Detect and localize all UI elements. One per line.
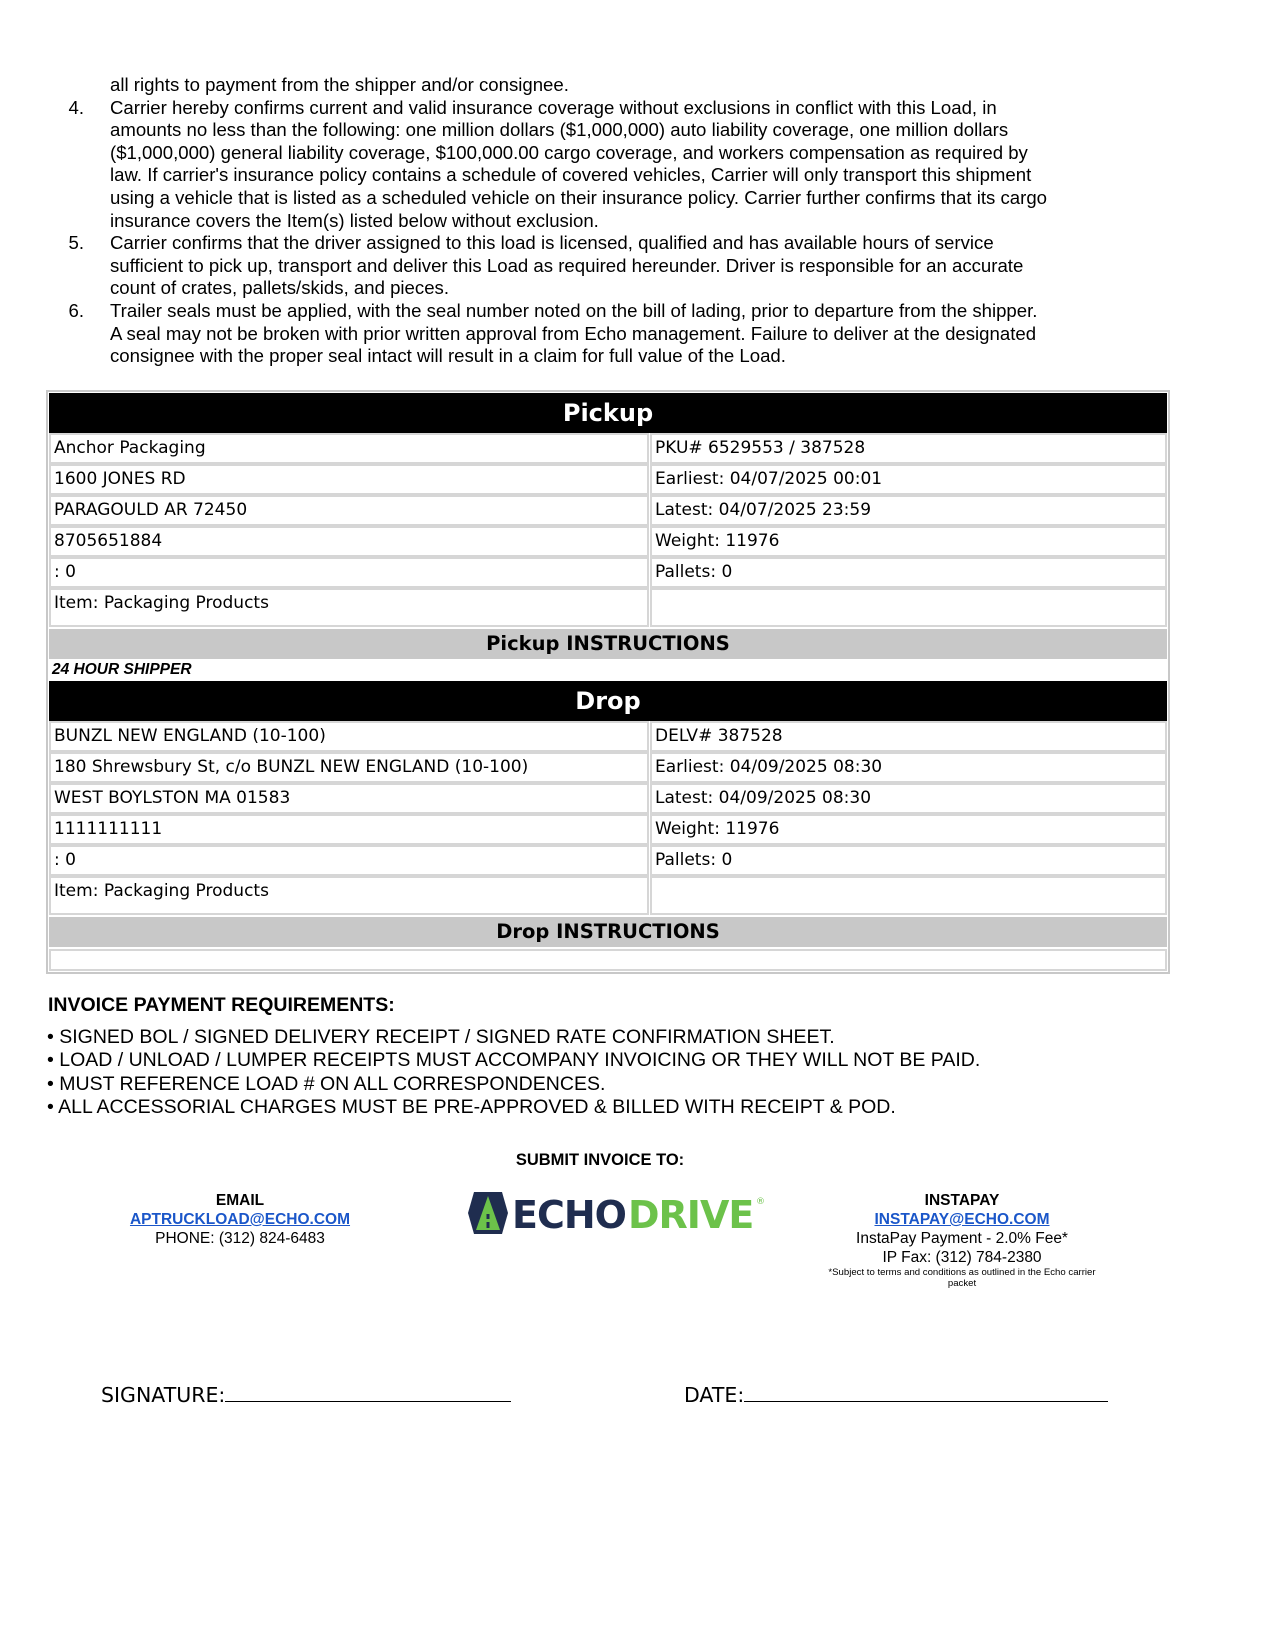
date-line[interactable]	[744, 1383, 1108, 1402]
email-link[interactable]: APTRUCKLOAD@ECHO.COM	[129, 1211, 351, 1228]
pickup-count: : 0	[49, 557, 649, 588]
pickup-earliest: Earliest: 04/07/2025 00:01	[650, 464, 1167, 495]
requirement-item: • ALL ACCESSORIAL CHARGES MUST BE PRE-APPROVED & BILLED WITH RECEIPT & POD.	[47, 1096, 896, 1119]
terms-line: Carrier hereby confirms current and valid insurance coverage without exclusions in conflict with this Load, in	[110, 96, 997, 118]
date-field[interactable]	[684, 1383, 1108, 1407]
drop-count: : 0	[49, 845, 649, 876]
terms-item-number: 5.	[68, 232, 84, 254]
instapay-label: INSTAPAY	[924, 1192, 1000, 1209]
load-details-table	[46, 390, 1170, 974]
terms-item-5	[68, 232, 1168, 300]
pickup-instructions-header: Pickup INSTRUCTIONS	[49, 629, 1167, 659]
pickup-header: Pickup	[49, 393, 1167, 433]
drop-phone: 1111111111	[49, 814, 649, 845]
drop-header: Drop	[49, 681, 1167, 721]
terms-item-4	[68, 97, 1168, 233]
terms-item-number: 4.	[68, 96, 84, 118]
terms-section	[68, 74, 1168, 368]
pickup-address: 1600 JONES RD	[49, 464, 649, 495]
pickup-shipper-name: Anchor Packaging	[49, 433, 649, 464]
instapay-fax: IP Fax: (312) 784-2380	[882, 1249, 1042, 1266]
pickup-latest: Latest: 04/07/2025 23:59	[650, 495, 1167, 526]
pickup-instructions: 24 HOUR SHIPPER	[52, 661, 192, 678]
echodrive-logo	[468, 1190, 770, 1236]
terms-item-number: 6.	[68, 299, 84, 321]
terms-line: using a vehicle that is listed as a scheduled vehicle on their insurance policy. Carrier further confirms that its cargo	[110, 186, 1048, 208]
instapay-fine-print-cont: packet	[947, 1278, 977, 1289]
terms-line: consignee with the proper seal intact will result in a claim for full value of the Load.	[110, 345, 786, 367]
echodrive-logo-mark	[468, 1190, 770, 1236]
drop-address: 180 Shrewsbury St, c/o BUNZL NEW ENGLAND (10-100)	[49, 752, 649, 783]
drop-item: Item: Packaging Products	[49, 876, 649, 915]
signature-line[interactable]	[225, 1383, 511, 1402]
requirements-list	[47, 1026, 980, 1120]
terms-line: insurance covers the Item(s) listed below without exclusion.	[110, 209, 599, 231]
terms-item-6	[68, 300, 1168, 368]
drop-weight: Weight: 11976	[650, 814, 1167, 845]
drop-empty-cell	[650, 876, 1167, 915]
drop-pallets: Pallets: 0	[650, 845, 1167, 876]
registered-mark: ®	[756, 1197, 765, 1207]
requirements-title: INVOICE PAYMENT REQUIREMENTS:	[48, 994, 395, 1016]
submit-invoice-title: SUBMIT INVOICE TO:	[515, 1151, 685, 1169]
requirement-item: • MUST REFERENCE LOAD # ON ALL CORRESPONDENCES.	[47, 1072, 606, 1095]
pickup-city-state-zip: PARAGOULD AR 72450	[49, 495, 649, 526]
pickup-weight: Weight: 11976	[650, 526, 1167, 557]
terms-line: count of crates, pallets/skids, and pieces.	[110, 277, 449, 299]
pickup-pallets: Pallets: 0	[650, 557, 1167, 588]
instapay-fee: InstaPay Payment - 2.0% Fee*	[856, 1230, 1068, 1247]
pickup-phone: 8705651884	[49, 526, 649, 557]
requirement-item: • LOAD / UNLOAD / LUMPER RECEIPTS MUST ACCOMPANY INVOICING OR THEY WILL NOT BE PAID.	[47, 1049, 981, 1072]
terms-line: Trailer seals must be applied, with the seal number noted on the bill of lading, prior to departure from the shipper.	[110, 299, 1038, 321]
terms-line: ($1,000,000) general liability coverage, $100,000.00 cargo coverage, and workers compensation as required by	[110, 141, 1028, 163]
instapay-fine-print: *Subject to terms and conditions as outlined in the Echo carrier	[828, 1267, 1096, 1278]
signature-label: SIGNATURE:	[101, 1383, 226, 1407]
logo-drive-text: DRIVE	[628, 1193, 754, 1236]
terms-line: amounts no less than the following: one million dollars ($1,000,000) auto liability coverage, one million dollars	[110, 119, 1009, 141]
drop-reference: DELV# 387528	[650, 721, 1167, 752]
pickup-reference: PKU# 6529553 / 387528	[650, 433, 1167, 464]
terms-line: A seal may not be broken with prior written approval from Echo management. Failure to deliver at the designated	[110, 322, 1037, 344]
drop-instructions	[49, 949, 1167, 971]
terms-line: law. If carrier's insurance policy contains a schedule of covered vehicles, Carrier will only transport this shipment	[110, 164, 1032, 186]
pickup-empty-cell	[650, 588, 1167, 627]
instapay-link[interactable]: INSTAPAY@ECHO.COM	[874, 1211, 1050, 1228]
email-label: EMAIL	[215, 1192, 265, 1209]
email-phone: PHONE: (312) 824-6483	[155, 1230, 325, 1247]
logo-echo-text: ECHO	[512, 1193, 626, 1236]
instapay-contact-block	[812, 1191, 1112, 1289]
terms-line: sufficient to pick up, transport and deliver this Load as required hereunder. Driver is responsible for an accurate	[110, 254, 1024, 276]
drop-consignee-name: BUNZL NEW ENGLAND (10-100)	[49, 721, 649, 752]
terms-carryover: all rights to payment from the shipper and/or consignee.	[110, 74, 569, 95]
requirement-item: • SIGNED BOL / SIGNED DELIVERY RECEIPT / SIGNED RATE CONFIRMATION SHEET.	[47, 1026, 835, 1048]
email-contact-block	[100, 1191, 380, 1248]
date-label: DATE:	[684, 1383, 745, 1407]
drop-city-state-zip: WEST BOYLSTON MA 01583	[49, 783, 649, 814]
terms-line: Carrier confirms that the driver assigned to this load is licensed, qualified and has available hours of service	[110, 232, 994, 254]
drop-instructions-header: Drop INSTRUCTIONS	[49, 917, 1167, 947]
pickup-item: Item: Packaging Products	[49, 588, 649, 627]
drop-latest: Latest: 04/09/2025 08:30	[650, 783, 1167, 814]
signature-field[interactable]	[101, 1383, 511, 1407]
drop-earliest: Earliest: 04/09/2025 08:30	[650, 752, 1167, 783]
